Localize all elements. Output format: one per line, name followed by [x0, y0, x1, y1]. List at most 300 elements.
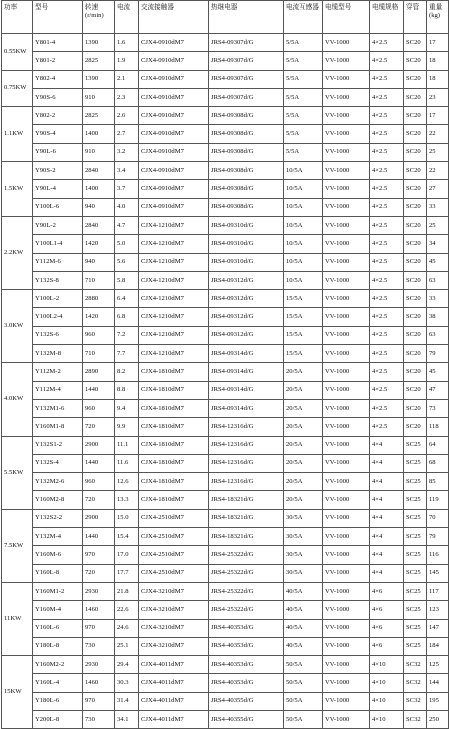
thermal-relay-cell: JRS4-25322d/G	[209, 582, 284, 600]
current-cell: 5.6	[115, 253, 139, 271]
contactor-cell: CJX4-2510dM7	[139, 528, 209, 546]
weight-cell: 17	[427, 34, 449, 52]
current-transformer-cell: 10/5A	[284, 253, 323, 271]
thermal-relay-cell: JRS4-18321d/G	[209, 491, 284, 509]
conduit-cell: SC25	[404, 601, 427, 619]
speed-cell: 970	[83, 619, 115, 637]
current-transformer-cell: 15/5A	[284, 308, 323, 326]
thermal-relay-cell: JRS4-40353d/G	[209, 674, 284, 692]
header-speed: 转速 (r/min)	[83, 1, 115, 34]
conduit-cell: SC25	[404, 509, 427, 527]
thermal-relay-cell: JRS4-40355d/G	[209, 692, 284, 710]
current-transformer-cell: 15/5A	[284, 326, 323, 344]
speed-cell: 2900	[83, 436, 115, 454]
weight-cell: 18	[427, 70, 449, 88]
cable-type-cell: VV-1000	[323, 34, 370, 52]
thermal-relay-cell: JRS4-09308d/G	[209, 180, 284, 198]
model-cell: Y90L-2	[33, 216, 83, 234]
current-transformer-cell: 20/5A	[284, 491, 323, 509]
power-group-cell: 3.0KW	[2, 290, 33, 363]
weight-cell: 38	[427, 308, 449, 326]
model-cell: Y90L-6	[33, 143, 83, 161]
cable-type-cell: VV-1000	[323, 235, 370, 253]
weight-cell: 33	[427, 290, 449, 308]
current-cell: 3.4	[115, 162, 139, 180]
power-group-cell: 4.0KW	[2, 363, 33, 436]
model-cell: Y160L-6	[33, 619, 83, 637]
table-row	[2, 473, 449, 491]
contactor-cell: CJX4-2510dM7	[139, 546, 209, 564]
cable-spec-cell: 4×2.5	[370, 363, 404, 381]
table-row	[2, 546, 449, 564]
cable-type-cell: VV-1000	[323, 162, 370, 180]
current-cell: 34.1	[115, 710, 139, 728]
conduit-cell: SC25	[404, 619, 427, 637]
weight-cell: 22	[427, 125, 449, 143]
contactor-cell: CJX4-1210dM7	[139, 235, 209, 253]
speed-cell: 2900	[83, 509, 115, 527]
weight-cell: 119	[427, 491, 449, 509]
conduit-cell: SC20	[404, 198, 427, 216]
thermal-relay-cell: JRS4-09307d/G	[209, 34, 284, 52]
current-transformer-cell: 20/5A	[284, 381, 323, 399]
cable-type-cell: VV-1000	[323, 509, 370, 527]
speed-cell: 2825	[83, 107, 115, 125]
table-row	[2, 637, 449, 655]
cable-type-cell: VV-1000	[323, 253, 370, 271]
table-row	[2, 326, 449, 344]
cable-spec-cell: 4×6	[370, 582, 404, 600]
table-row	[2, 70, 449, 88]
power-group-cell: 5.5KW	[2, 436, 33, 509]
current-transformer-cell: 10/5A	[284, 216, 323, 234]
cable-spec-cell: 4×2.5	[370, 308, 404, 326]
speed-cell: 970	[83, 546, 115, 564]
thermal-relay-cell: JRS4-09314d/G	[209, 399, 284, 417]
cable-type-cell: VV-1000	[323, 88, 370, 106]
current-transformer-cell: 10/5A	[284, 235, 323, 253]
model-cell: Y180L-8	[33, 637, 83, 655]
table-row	[2, 582, 449, 600]
cable-spec-cell: 4×2.5	[370, 235, 404, 253]
table-row	[2, 436, 449, 454]
contactor-cell: CJX4-4011dM7	[139, 692, 209, 710]
thermal-relay-cell: JRS4-09308d/G	[209, 125, 284, 143]
speed-cell: 960	[83, 399, 115, 417]
contactor-cell: CJX4-0910dM7	[139, 34, 209, 52]
table-row	[2, 692, 449, 710]
model-cell: Y180L-6	[33, 692, 83, 710]
speed-cell: 1440	[83, 381, 115, 399]
current-cell: 12.6	[115, 473, 139, 491]
power-group-cell: 7.5KW	[2, 509, 33, 582]
table-row	[2, 418, 449, 436]
header-thermal-relay: 热继电器	[209, 1, 284, 34]
contactor-cell: CJX4-0910dM7	[139, 70, 209, 88]
table-row	[2, 363, 449, 381]
table-row	[2, 564, 449, 582]
conduit-cell: SC20	[404, 399, 427, 417]
speed-cell: 910	[83, 143, 115, 161]
power-group-cell: 11KW	[2, 582, 33, 655]
current-transformer-cell: 10/5A	[284, 198, 323, 216]
current-cell: 2.3	[115, 88, 139, 106]
conduit-cell: SC20	[404, 125, 427, 143]
cable-type-cell: VV-1000	[323, 582, 370, 600]
current-transformer-cell: 10/5A	[284, 271, 323, 289]
cable-spec-cell: 4×2.5	[370, 290, 404, 308]
model-cell: Y90S-6	[33, 88, 83, 106]
table-row	[2, 528, 449, 546]
contactor-cell: CJX4-2510dM7	[139, 509, 209, 527]
thermal-relay-cell: JRS4-18321d/G	[209, 509, 284, 527]
conduit-cell: SC20	[404, 290, 427, 308]
table-row	[2, 180, 449, 198]
cable-type-cell: VV-1000	[323, 436, 370, 454]
current-cell: 29.4	[115, 656, 139, 674]
table-row	[2, 88, 449, 106]
contactor-cell: CJX4-0910dM7	[139, 88, 209, 106]
header-model: 型号	[33, 1, 83, 34]
speed-cell: 2825	[83, 52, 115, 70]
current-cell: 9.4	[115, 399, 139, 417]
header-cable-spec: 电缆规格	[370, 1, 404, 34]
current-transformer-cell: 30/5A	[284, 509, 323, 527]
weight-cell: 63	[427, 326, 449, 344]
table-row	[2, 162, 449, 180]
current-transformer-cell: 5/5A	[284, 88, 323, 106]
speed-cell: 1390	[83, 70, 115, 88]
table-row	[2, 619, 449, 637]
speed-cell: 970	[83, 692, 115, 710]
conduit-cell: SC20	[404, 143, 427, 161]
model-cell: Y160M1-2	[33, 582, 83, 600]
current-cell: 13.3	[115, 491, 139, 509]
contactor-cell: CJX4-1810dM7	[139, 399, 209, 417]
conduit-cell: SC20	[404, 345, 427, 363]
cable-type-cell: VV-1000	[323, 454, 370, 472]
current-transformer-cell: 50/5A	[284, 674, 323, 692]
model-cell: Y112M-2	[33, 363, 83, 381]
model-cell: Y802-2	[33, 107, 83, 125]
contactor-cell: CJX4-1810dM7	[139, 418, 209, 436]
current-transformer-cell: 30/5A	[284, 546, 323, 564]
table-row	[2, 52, 449, 70]
conduit-cell: SC25	[404, 528, 427, 546]
conduit-cell: SC20	[404, 253, 427, 271]
model-cell: Y132M1-6	[33, 399, 83, 417]
weight-cell: 17	[427, 107, 449, 125]
model-cell: Y90L-4	[33, 180, 83, 198]
thermal-relay-cell: JRS4-12316d/G	[209, 418, 284, 436]
current-transformer-cell: 5/5A	[284, 70, 323, 88]
cable-type-cell: VV-1000	[323, 52, 370, 70]
current-transformer-cell: 5/5A	[284, 143, 323, 161]
cable-type-cell: VV-1000	[323, 656, 370, 674]
contactor-cell: CJX4-3210dM7	[139, 582, 209, 600]
cable-spec-cell: 4×4	[370, 436, 404, 454]
speed-cell: 1400	[83, 125, 115, 143]
speed-cell: 720	[83, 491, 115, 509]
current-transformer-cell: 30/5A	[284, 564, 323, 582]
cable-spec-cell: 4×4	[370, 564, 404, 582]
header-power: 功率	[2, 1, 33, 34]
cable-spec-cell: 4×6	[370, 619, 404, 637]
thermal-relay-cell: JRS4-09308d/G	[209, 107, 284, 125]
cable-spec-cell: 4×2.5	[370, 418, 404, 436]
model-cell: Y112M-4	[33, 381, 83, 399]
cable-spec-cell: 4×2.5	[370, 143, 404, 161]
conduit-cell: SC25	[404, 564, 427, 582]
thermal-relay-cell: JRS4-09312d/G	[209, 271, 284, 289]
header-row	[2, 1, 449, 34]
thermal-relay-cell: JRS4-09310d/G	[209, 235, 284, 253]
cable-spec-cell: 4×4	[370, 509, 404, 527]
thermal-relay-cell: JRS4-09312d/G	[209, 308, 284, 326]
current-cell: 11.6	[115, 454, 139, 472]
weight-cell: 125	[427, 656, 449, 674]
cable-spec-cell: 4×2.5	[370, 381, 404, 399]
speed-cell: 1460	[83, 601, 115, 619]
contactor-cell: CJX4-1810dM7	[139, 491, 209, 509]
cable-spec-cell: 4×10	[370, 656, 404, 674]
cable-spec-cell: 4×2.5	[370, 52, 404, 70]
header-contactor: 交流接触器	[139, 1, 209, 34]
current-transformer-cell: 5/5A	[284, 125, 323, 143]
model-cell: Y160M1-8	[33, 418, 83, 436]
cable-spec-cell: 4×2.5	[370, 216, 404, 234]
contactor-cell: CJX4-1210dM7	[139, 253, 209, 271]
cable-type-cell: VV-1000	[323, 216, 370, 234]
thermal-relay-cell: JRS4-12316d/G	[209, 454, 284, 472]
model-cell: Y802-4	[33, 70, 83, 88]
speed-cell: 940	[83, 253, 115, 271]
thermal-relay-cell: JRS4-09314d/G	[209, 345, 284, 363]
thermal-relay-cell: JRS4-25322d/G	[209, 564, 284, 582]
conduit-cell: SC20	[404, 363, 427, 381]
weight-cell: 34	[427, 235, 449, 253]
cable-spec-cell: 4×10	[370, 692, 404, 710]
contactor-cell: CJX4-0910dM7	[139, 198, 209, 216]
speed-cell: 1390	[83, 34, 115, 52]
current-cell: 8.8	[115, 381, 139, 399]
contactor-cell: CJX4-1210dM7	[139, 345, 209, 363]
thermal-relay-cell: JRS4-09310d/G	[209, 216, 284, 234]
contactor-cell: CJX4-0910dM7	[139, 52, 209, 70]
current-cell: 2.6	[115, 107, 139, 125]
header-weight: 重量 (kg)	[427, 1, 449, 34]
current-transformer-cell: 5/5A	[284, 107, 323, 125]
speed-cell: 940	[83, 198, 115, 216]
current-cell: 5.0	[115, 235, 139, 253]
contactor-cell: CJX4-0910dM7	[139, 162, 209, 180]
weight-cell: 184	[427, 637, 449, 655]
model-cell: Y132M-8	[33, 345, 83, 363]
contactor-cell: CJX4-0910dM7	[139, 107, 209, 125]
cable-spec-cell: 4×4	[370, 491, 404, 509]
weight-cell: 27	[427, 180, 449, 198]
weight-cell: 63	[427, 271, 449, 289]
speed-cell: 1440	[83, 528, 115, 546]
cable-spec-cell: 4×2.5	[370, 271, 404, 289]
thermal-relay-cell: JRS4-12316d/G	[209, 473, 284, 491]
conduit-cell: SC20	[404, 235, 427, 253]
model-cell: Y112M-6	[33, 253, 83, 271]
current-transformer-cell: 30/5A	[284, 528, 323, 546]
contactor-cell: CJX4-0910dM7	[139, 180, 209, 198]
current-cell: 7.2	[115, 326, 139, 344]
thermal-relay-cell: JRS4-09307d/G	[209, 52, 284, 70]
current-cell: 25.1	[115, 637, 139, 655]
speed-cell: 2890	[83, 363, 115, 381]
speed-cell: 720	[83, 418, 115, 436]
current-transformer-cell: 20/5A	[284, 436, 323, 454]
thermal-relay-cell: JRS4-40353d/G	[209, 656, 284, 674]
weight-cell: 79	[427, 345, 449, 363]
conduit-cell: SC20	[404, 216, 427, 234]
current-cell: 11.1	[115, 436, 139, 454]
cable-spec-cell: 4×10	[370, 710, 404, 728]
current-transformer-cell: 20/5A	[284, 399, 323, 417]
cable-spec-cell: 4×2.5	[370, 125, 404, 143]
thermal-relay-cell: JRS4-25322d/G	[209, 601, 284, 619]
current-cell: 30.3	[115, 674, 139, 692]
weight-cell: 85	[427, 473, 449, 491]
current-cell: 1.9	[115, 52, 139, 70]
cable-type-cell: VV-1000	[323, 198, 370, 216]
weight-cell: 47	[427, 381, 449, 399]
cable-type-cell: VV-1000	[323, 326, 370, 344]
cable-type-cell: VV-1000	[323, 308, 370, 326]
current-cell: 15.0	[115, 509, 139, 527]
power-group-cell: 2.2KW	[2, 216, 33, 289]
cable-type-cell: VV-1000	[323, 399, 370, 417]
cable-type-cell: VV-1000	[323, 345, 370, 363]
speed-cell: 710	[83, 271, 115, 289]
weight-cell: 33	[427, 198, 449, 216]
table-row	[2, 125, 449, 143]
speed-cell: 2930	[83, 582, 115, 600]
current-transformer-cell: 10/5A	[284, 162, 323, 180]
cable-spec-cell: 4×2.5	[370, 180, 404, 198]
thermal-relay-cell: JRS4-09312d/G	[209, 290, 284, 308]
current-cell: 8.2	[115, 363, 139, 381]
cable-type-cell: VV-1000	[323, 290, 370, 308]
thermal-relay-cell: JRS4-09307d/G	[209, 70, 284, 88]
thermal-relay-cell: JRS4-40355d/G	[209, 710, 284, 728]
conduit-cell: SC25	[404, 637, 427, 655]
model-cell: Y132S2-2	[33, 509, 83, 527]
cable-spec-cell: 4×2.5	[370, 107, 404, 125]
current-transformer-cell: 40/5A	[284, 637, 323, 655]
contactor-cell: CJX4-1210dM7	[139, 326, 209, 344]
model-cell: Y132M2-6	[33, 473, 83, 491]
weight-cell: 145	[427, 564, 449, 582]
model-cell: Y132S1-2	[33, 436, 83, 454]
thermal-relay-cell: JRS4-09308d/G	[209, 198, 284, 216]
thermal-relay-cell: JRS4-09308d/G	[209, 162, 284, 180]
cable-spec-cell: 4×4	[370, 528, 404, 546]
model-cell: Y160L-4	[33, 674, 83, 692]
table-body	[2, 34, 449, 729]
contactor-cell: CJX4-0910dM7	[139, 125, 209, 143]
cable-type-cell: VV-1000	[323, 528, 370, 546]
conduit-cell: SC20	[404, 34, 427, 52]
conduit-cell: SC20	[404, 52, 427, 70]
contactor-cell: CJX4-2510dM7	[139, 564, 209, 582]
cable-type-cell: VV-1000	[323, 546, 370, 564]
table-row	[2, 710, 449, 728]
table-row	[2, 491, 449, 509]
weight-cell: 250	[427, 710, 449, 728]
weight-cell: 123	[427, 601, 449, 619]
conduit-cell: SC20	[404, 271, 427, 289]
thermal-relay-cell: JRS4-09314d/G	[209, 381, 284, 399]
contactor-cell: CJX4-3210dM7	[139, 637, 209, 655]
contactor-cell: CJX4-1810dM7	[139, 436, 209, 454]
contactor-cell: CJX4-0910dM7	[139, 143, 209, 161]
current-transformer-cell: 5/5A	[284, 52, 323, 70]
weight-cell: 18	[427, 52, 449, 70]
conduit-cell: SC25	[404, 582, 427, 600]
weight-cell: 73	[427, 399, 449, 417]
cable-type-cell: VV-1000	[323, 143, 370, 161]
cable-spec-cell: 4×6	[370, 637, 404, 655]
table-row	[2, 308, 449, 326]
contactor-cell: CJX4-3210dM7	[139, 619, 209, 637]
speed-cell: 2930	[83, 656, 115, 674]
model-cell: Y160M2-2	[33, 656, 83, 674]
conduit-cell: SC20	[404, 308, 427, 326]
weight-cell: 68	[427, 454, 449, 472]
current-transformer-cell: 20/5A	[284, 473, 323, 491]
power-group-cell: 0.55KW	[2, 34, 33, 71]
conduit-cell: SC32	[404, 692, 427, 710]
table-row	[2, 271, 449, 289]
model-cell: Y100L-2	[33, 290, 83, 308]
thermal-relay-cell: JRS4-12316d/G	[209, 436, 284, 454]
thermal-relay-cell: JRS4-25322d/G	[209, 546, 284, 564]
contactor-cell: CJX4-1210dM7	[139, 290, 209, 308]
cable-type-cell: VV-1000	[323, 180, 370, 198]
conduit-cell: SC32	[404, 674, 427, 692]
cable-type-cell: VV-1000	[323, 637, 370, 655]
power-group-cell: 0.75KW	[2, 70, 33, 107]
weight-cell: 144	[427, 674, 449, 692]
cable-spec-cell: 4×2.5	[370, 162, 404, 180]
cable-type-cell: VV-1000	[323, 692, 370, 710]
model-cell: Y132M-4	[33, 528, 83, 546]
model-cell: Y801-4	[33, 34, 83, 52]
cable-spec-cell: 4×4	[370, 473, 404, 491]
cable-type-cell: VV-1000	[323, 107, 370, 125]
power-group-cell: 1.5KW	[2, 162, 33, 217]
current-cell: 17.7	[115, 564, 139, 582]
contactor-cell: CJX4-3210dM7	[139, 601, 209, 619]
current-cell: 4.7	[115, 216, 139, 234]
current-transformer-cell: 5/5A	[284, 34, 323, 52]
current-cell: 3.2	[115, 143, 139, 161]
thermal-relay-cell: JRS4-18321d/G	[209, 528, 284, 546]
model-cell: Y160L-8	[33, 564, 83, 582]
cable-type-cell: VV-1000	[323, 710, 370, 728]
speed-cell: 1400	[83, 180, 115, 198]
table-row	[2, 509, 449, 527]
speed-cell: 1440	[83, 454, 115, 472]
contactor-cell: CJX4-1810dM7	[139, 363, 209, 381]
current-transformer-cell: 50/5A	[284, 692, 323, 710]
speed-cell: 1420	[83, 235, 115, 253]
